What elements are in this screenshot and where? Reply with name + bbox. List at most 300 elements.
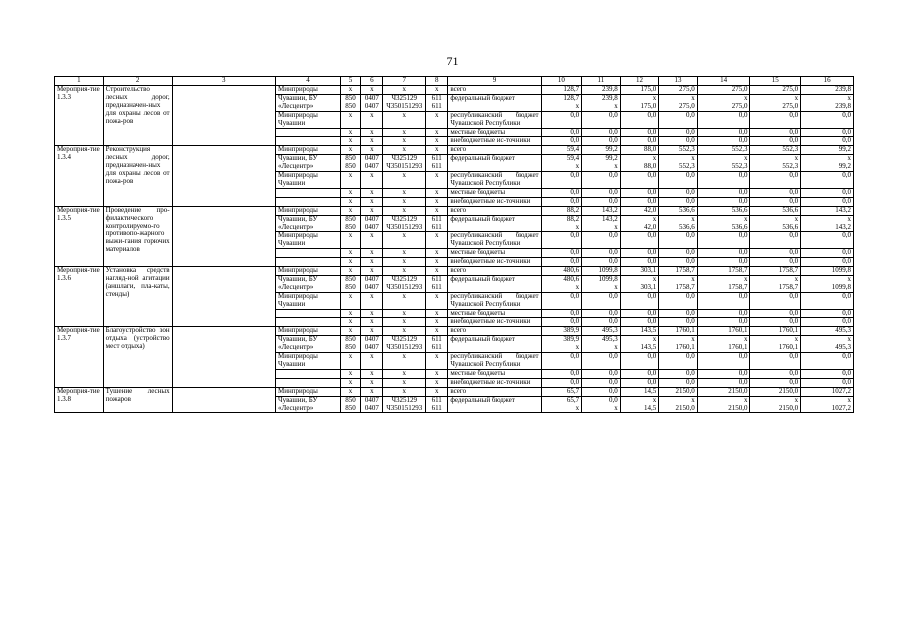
value-cell: 0,0 <box>582 197 621 206</box>
value-cell: 239,8 x <box>582 94 621 111</box>
code-cell: x <box>426 111 448 128</box>
table-row <box>55 327 854 336</box>
value-cell: 1099,8 x <box>582 275 621 292</box>
executor-cell: Чувашии, БУ «Лесцентр» <box>276 396 341 413</box>
code-cell: 850 850 <box>340 155 360 172</box>
code-cell: x <box>361 258 383 267</box>
value-cell: 1099,8 <box>801 267 854 276</box>
code-cell: x <box>383 206 426 215</box>
value-cell: x 275,0 <box>659 94 698 111</box>
measure-name: Установка средств нагляд-ной агитации (аншлаги, пла-каты, стенды) <box>103 267 172 327</box>
value-cell: 0,0 <box>659 292 698 309</box>
value-cell: 0,0 <box>582 387 621 396</box>
value-cell: 65,7 x <box>541 396 582 413</box>
value-cell: 0,0 <box>801 111 854 128</box>
column-number-cell: 5 <box>340 77 360 86</box>
funding-source-cell: федеральный бюджет <box>448 215 541 232</box>
code-cell: x <box>383 378 426 387</box>
value-cell: x 143,5 <box>620 336 659 353</box>
value-cell: 0,0 <box>582 128 621 137</box>
funding-source-cell: республиканский бюджет Чувашской Республики <box>448 353 541 370</box>
value-cell: 0,0 <box>801 197 854 206</box>
code-cell: x <box>361 369 383 378</box>
code-cell: x <box>340 172 360 189</box>
value-cell: 0,0 <box>541 353 582 370</box>
value-cell: 0,0 <box>620 249 659 258</box>
value-cell: 88,2 x <box>541 215 582 232</box>
value-cell: 99,2 <box>801 146 854 155</box>
value-cell: 1758,7 <box>750 267 801 276</box>
value-cell: 0,0 <box>750 258 801 267</box>
code-cell: x <box>361 128 383 137</box>
value-cell: 99,2 <box>582 146 621 155</box>
code-cell: x <box>361 249 383 258</box>
value-cell: 552,3 <box>697 146 750 155</box>
value-cell: 0,0 <box>659 249 698 258</box>
value-cell: x 1760,1 <box>750 336 801 353</box>
value-cell: 0,0 <box>620 128 659 137</box>
value-cell: 0,0 <box>582 249 621 258</box>
funding-source-cell: республиканский бюджет Чувашской Республики <box>448 111 541 128</box>
value-cell: 0,0 <box>697 232 750 249</box>
value-cell: 495,3 x <box>582 336 621 353</box>
column-number-cell: 14 <box>697 77 750 86</box>
executor-cell <box>276 128 341 137</box>
value-cell: 0,0 <box>697 292 750 309</box>
value-cell: 0,0 <box>620 292 659 309</box>
funding-source-cell: внебюджетные ис-точники <box>448 318 541 327</box>
executor-cell <box>276 137 341 146</box>
value-cell: 0,0 <box>750 232 801 249</box>
code-cell: x <box>340 327 360 336</box>
value-cell: 275,0 <box>659 86 698 95</box>
code-cell: x <box>426 137 448 146</box>
value-cell: 552,3 <box>750 146 801 155</box>
table-row <box>55 146 854 155</box>
column-number-cell: 9 <box>448 77 541 86</box>
column-number-cell: 7 <box>383 77 426 86</box>
measure-id: Мероприя-тие 1.3.3 <box>55 86 104 146</box>
value-cell: x 536,6 <box>750 215 801 232</box>
code-cell: x <box>361 378 383 387</box>
code-cell: 0407 0407 <box>361 155 383 172</box>
column-number-cell: 1 <box>55 77 104 86</box>
code-cell: x <box>383 172 426 189</box>
code-cell: x <box>426 258 448 267</box>
executor-cell <box>276 249 341 258</box>
executor-cell: Минприроды <box>276 267 341 276</box>
value-cell: 0,0 <box>801 172 854 189</box>
value-cell: x 275,0 <box>750 94 801 111</box>
code-cell: x <box>383 318 426 327</box>
value-cell: 143,2 <box>582 206 621 215</box>
column-number-cell: 10 <box>541 77 582 86</box>
value-cell: 0,0 <box>620 188 659 197</box>
value-cell: 0,0 <box>697 369 750 378</box>
executor-cell <box>276 188 341 197</box>
value-cell: 275,0 <box>750 86 801 95</box>
executor-cell: Чувашии, БУ «Лесцентр» <box>276 155 341 172</box>
value-cell: 0,0 <box>659 188 698 197</box>
header-row <box>55 77 854 86</box>
column-number-cell: 13 <box>659 77 698 86</box>
value-cell: 0,0 <box>620 232 659 249</box>
value-cell: 0,0 <box>750 353 801 370</box>
measure-id: Мероприя-тие 1.3.5 <box>55 206 104 266</box>
column-number-cell: 2 <box>103 77 172 86</box>
code-cell: x <box>361 86 383 95</box>
value-cell: 0,0 <box>582 369 621 378</box>
code-cell: x <box>361 327 383 336</box>
code-cell: x <box>340 267 360 276</box>
value-cell: 0,0 <box>750 111 801 128</box>
code-cell: 611 611 <box>426 396 448 413</box>
budget-table <box>54 76 854 413</box>
code-cell: 850 850 <box>340 396 360 413</box>
executor-cell <box>276 369 341 378</box>
code-cell: x <box>383 387 426 396</box>
value-cell: 0,0 <box>697 353 750 370</box>
table-row <box>55 206 854 215</box>
value-cell: 143,2 <box>801 206 854 215</box>
empty-cell <box>172 327 275 387</box>
value-cell: x 99,2 <box>801 155 854 172</box>
value-cell: x 175,0 <box>620 94 659 111</box>
code-cell: x <box>340 292 360 309</box>
funding-source-cell: внебюджетные ис-точники <box>448 258 541 267</box>
value-cell: 0,0 <box>801 258 854 267</box>
code-cell: 611 611 <box>426 215 448 232</box>
code-cell: x <box>340 197 360 206</box>
value-cell: x 552,3 <box>697 155 750 172</box>
value-cell: x 1760,1 <box>697 336 750 353</box>
code-cell: Ч325129 Ч350151293 <box>383 215 426 232</box>
value-cell: x 536,6 <box>697 215 750 232</box>
value-cell: 0,0 <box>750 309 801 318</box>
value-cell: 389,9 x <box>541 336 582 353</box>
value-cell: x 2150,0 <box>750 396 801 413</box>
code-cell: x <box>340 86 360 95</box>
funding-source-cell: республиканский бюджет Чувашской Республики <box>448 292 541 309</box>
code-cell: x <box>383 197 426 206</box>
code-cell: x <box>426 353 448 370</box>
column-number-cell: 12 <box>620 77 659 86</box>
code-cell: x <box>383 232 426 249</box>
funding-source-cell: внебюджетные ис-точники <box>448 137 541 146</box>
value-cell: 0,0 <box>582 188 621 197</box>
value-cell: 0,0 <box>582 232 621 249</box>
code-cell: x <box>426 197 448 206</box>
code-cell: x <box>383 111 426 128</box>
value-cell: 0,0 <box>750 318 801 327</box>
value-cell: 239,8 <box>582 86 621 95</box>
executor-cell <box>276 318 341 327</box>
value-cell: 2150,0 <box>750 387 801 396</box>
value-cell: 0,0 <box>697 309 750 318</box>
value-cell: 0,0 <box>620 172 659 189</box>
value-cell: 0,0 <box>582 318 621 327</box>
value-cell: 0,0 <box>582 258 621 267</box>
value-cell: x 2150,0 <box>697 396 750 413</box>
column-number-cell: 11 <box>582 77 621 86</box>
code-cell: 850 850 <box>340 275 360 292</box>
executor-cell: Чувашии, БУ «Лесцентр» <box>276 336 341 353</box>
executor-cell: Чувашии, БУ «Лесцентр» <box>276 94 341 111</box>
code-cell: x <box>361 353 383 370</box>
executor-cell <box>276 378 341 387</box>
value-cell: x 1099,8 <box>801 275 854 292</box>
funding-source-cell: всего <box>448 146 541 155</box>
code-cell: 850 850 <box>340 94 360 111</box>
executor-cell: Минприроды Чувашии <box>276 353 341 370</box>
value-cell: 0,0 <box>801 353 854 370</box>
value-cell: 0,0 <box>697 172 750 189</box>
value-cell: 0,0 <box>750 197 801 206</box>
measure-name: Строительство лесных дорог, предназначен-ных для охраны лесов от пожа-ров <box>103 86 172 146</box>
empty-cell <box>172 146 275 206</box>
value-cell: 2150,0 <box>659 387 698 396</box>
value-cell: 0,0 <box>541 309 582 318</box>
column-number-cell: 15 <box>750 77 801 86</box>
value-cell: 0,0 <box>750 369 801 378</box>
code-cell: x <box>383 249 426 258</box>
column-number-cell: 8 <box>426 77 448 86</box>
value-cell: 1760,1 <box>750 327 801 336</box>
value-cell: 275,0 <box>697 86 750 95</box>
executor-cell: Минприроды <box>276 387 341 396</box>
code-cell: x <box>340 206 360 215</box>
code-cell: x <box>361 172 383 189</box>
value-cell: 0,0 <box>620 137 659 146</box>
value-cell: 0,0 <box>541 137 582 146</box>
value-cell: 0,0 <box>620 258 659 267</box>
code-cell: x <box>340 309 360 318</box>
value-cell: 128,7 <box>541 86 582 95</box>
value-cell: 0,0 <box>801 309 854 318</box>
value-cell: 495,3 <box>582 327 621 336</box>
funding-source-cell: всего <box>448 206 541 215</box>
executor-cell: Минприроды <box>276 146 341 155</box>
value-cell: x 552,3 <box>750 155 801 172</box>
code-cell: x <box>383 146 426 155</box>
value-cell: 0,0 <box>697 197 750 206</box>
funding-source-cell: республиканский бюджет Чувашской Республики <box>448 232 541 249</box>
code-cell: x <box>426 86 448 95</box>
value-cell: 0,0 <box>697 258 750 267</box>
measure-name: Тушение лесных пожаров <box>103 387 172 413</box>
executor-cell: Чувашии, БУ «Лесцентр» <box>276 215 341 232</box>
value-cell: 0,0 <box>697 318 750 327</box>
value-cell: 0,0 <box>697 188 750 197</box>
value-cell: 0,0 <box>541 172 582 189</box>
value-cell: 59,4 x <box>541 155 582 172</box>
code-cell: x <box>426 206 448 215</box>
measure-id: Мероприя-тие 1.3.8 <box>55 387 104 413</box>
code-cell: 0407 0407 <box>361 275 383 292</box>
funding-source-cell: всего <box>448 327 541 336</box>
value-cell: x 14,5 <box>620 396 659 413</box>
value-cell: 0,0 <box>659 197 698 206</box>
page-number: 71 <box>446 54 459 68</box>
value-cell: 0,0 <box>541 292 582 309</box>
value-cell: 0,0 <box>697 137 750 146</box>
value-cell: 0,0 <box>659 369 698 378</box>
value-cell: x 275,0 <box>697 94 750 111</box>
funding-source-cell: местные бюджеты <box>448 369 541 378</box>
value-cell: 42,0 <box>620 206 659 215</box>
funding-source-cell: всего <box>448 267 541 276</box>
measure-id: Мероприя-тие 1.3.6 <box>55 267 104 327</box>
value-cell: 480,6 <box>541 267 582 276</box>
funding-source-cell: федеральный бюджет <box>448 396 541 413</box>
value-cell: 1027,2 <box>801 387 854 396</box>
value-cell: 0,0 <box>541 249 582 258</box>
measure-id: Мероприя-тие 1.3.7 <box>55 327 104 387</box>
value-cell: 0,0 <box>697 128 750 137</box>
value-cell: 0,0 <box>582 172 621 189</box>
code-cell: x <box>426 188 448 197</box>
value-cell: 0,0 <box>659 258 698 267</box>
value-cell: 0,0 <box>801 318 854 327</box>
empty-cell <box>172 267 275 327</box>
value-cell: 0,0 <box>659 309 698 318</box>
value-cell: 0,0 <box>801 188 854 197</box>
code-cell: x <box>426 327 448 336</box>
value-cell: 1099,8 <box>582 267 621 276</box>
code-cell: x <box>383 292 426 309</box>
measure-name: Проведение про-филактического контролируемо-го противопо-жарного выжи-гания горючих материалов <box>103 206 172 266</box>
code-cell: Ч325129 Ч350151293 <box>383 275 426 292</box>
code-cell: x <box>361 188 383 197</box>
code-cell: x <box>340 378 360 387</box>
value-cell: 0,0 <box>801 128 854 137</box>
code-cell: x <box>361 197 383 206</box>
code-cell: x <box>426 318 448 327</box>
funding-source-cell: всего <box>448 86 541 95</box>
value-cell: 0,0 <box>541 232 582 249</box>
value-cell: 0,0 <box>750 292 801 309</box>
code-cell: x <box>340 369 360 378</box>
value-cell: 0,0 <box>582 137 621 146</box>
value-cell: x 495,3 <box>801 336 854 353</box>
funding-source-cell: федеральный бюджет <box>448 336 541 353</box>
value-cell: 0,0 <box>697 111 750 128</box>
value-cell: 143,5 <box>620 327 659 336</box>
value-cell: 0,0 <box>750 188 801 197</box>
value-cell: 0,0 <box>801 249 854 258</box>
code-cell: x <box>340 128 360 137</box>
value-cell: 0,0 <box>750 249 801 258</box>
value-cell: 0,0 <box>659 232 698 249</box>
value-cell: 1758,7 <box>697 267 750 276</box>
code-cell: x <box>383 353 426 370</box>
value-cell: 0,0 <box>697 378 750 387</box>
value-cell: 2150,0 <box>697 387 750 396</box>
value-cell: 128,7 x <box>541 94 582 111</box>
value-cell: 0,0 <box>541 188 582 197</box>
code-cell: x <box>426 249 448 258</box>
value-cell: 0,0 <box>582 111 621 128</box>
funding-source-cell: всего <box>448 387 541 396</box>
value-cell: 59,4 <box>541 146 582 155</box>
measure-name: Благоустройство зон отдыха (устройство мест отдыха) <box>103 327 172 387</box>
value-cell: 536,6 <box>697 206 750 215</box>
value-cell: 0,0 <box>620 369 659 378</box>
value-cell: 536,6 <box>659 206 698 215</box>
code-cell: 611 611 <box>426 94 448 111</box>
executor-cell: Минприроды Чувашии <box>276 111 341 128</box>
value-cell: 0,0 <box>620 378 659 387</box>
value-cell: 536,6 <box>750 206 801 215</box>
value-cell: 175,0 <box>620 86 659 95</box>
value-cell: 0,0 <box>659 172 698 189</box>
code-cell: x <box>426 128 448 137</box>
value-cell: 0,0 <box>659 111 698 128</box>
value-cell: 239,8 <box>801 86 854 95</box>
value-cell: 0,0 <box>750 172 801 189</box>
value-cell: 0,0 <box>620 353 659 370</box>
table-body <box>55 77 854 413</box>
empty-cell <box>172 86 275 146</box>
value-cell: 1760,1 <box>659 327 698 336</box>
value-cell: x 536,6 <box>659 215 698 232</box>
executor-cell <box>276 197 341 206</box>
value-cell: 0,0 <box>801 137 854 146</box>
value-cell: 495,3 <box>801 327 854 336</box>
code-cell: x <box>340 387 360 396</box>
value-cell: 0,0 <box>541 369 582 378</box>
code-cell: x <box>361 146 383 155</box>
code-cell: x <box>361 309 383 318</box>
code-cell: x <box>383 369 426 378</box>
value-cell: 0,0 <box>801 369 854 378</box>
code-cell: 611 611 <box>426 336 448 353</box>
table-row <box>55 267 854 276</box>
value-cell: 0,0 <box>620 197 659 206</box>
value-cell: 0,0 <box>801 378 854 387</box>
code-cell: 0407 0407 <box>361 215 383 232</box>
value-cell: 0,0 <box>659 378 698 387</box>
funding-source-cell: внебюджетные ис-точники <box>448 197 541 206</box>
value-cell: 0,0 <box>801 232 854 249</box>
code-cell: x <box>383 128 426 137</box>
value-cell: 0,0 <box>697 249 750 258</box>
value-cell: 65,7 <box>541 387 582 396</box>
code-cell: x <box>340 318 360 327</box>
value-cell: 0,0 <box>620 309 659 318</box>
value-cell: 1760,1 <box>697 327 750 336</box>
measure-id: Мероприя-тие 1.3.4 <box>55 146 104 206</box>
code-cell: x <box>340 258 360 267</box>
executor-cell: Минприроды Чувашии <box>276 172 341 189</box>
value-cell: 88,2 <box>541 206 582 215</box>
code-cell: Ч325129 Ч350151293 <box>383 336 426 353</box>
executor-cell: Минприроды Чувашии <box>276 292 341 309</box>
code-cell: 611 611 <box>426 155 448 172</box>
code-cell: Ч325129 Ч350151293 <box>383 155 426 172</box>
column-number-cell: 3 <box>172 77 275 86</box>
value-cell: x 143,2 <box>801 215 854 232</box>
code-cell: x <box>383 327 426 336</box>
code-cell: x <box>426 369 448 378</box>
value-cell: 0,0 <box>620 318 659 327</box>
executor-cell: Чувашии, БУ «Лесцентр» <box>276 275 341 292</box>
executor-cell: Минприроды <box>276 206 341 215</box>
value-cell: 0,0 <box>541 258 582 267</box>
code-cell: 850 850 <box>340 215 360 232</box>
value-cell: 143,2 x <box>582 215 621 232</box>
funding-source-cell: местные бюджеты <box>448 188 541 197</box>
